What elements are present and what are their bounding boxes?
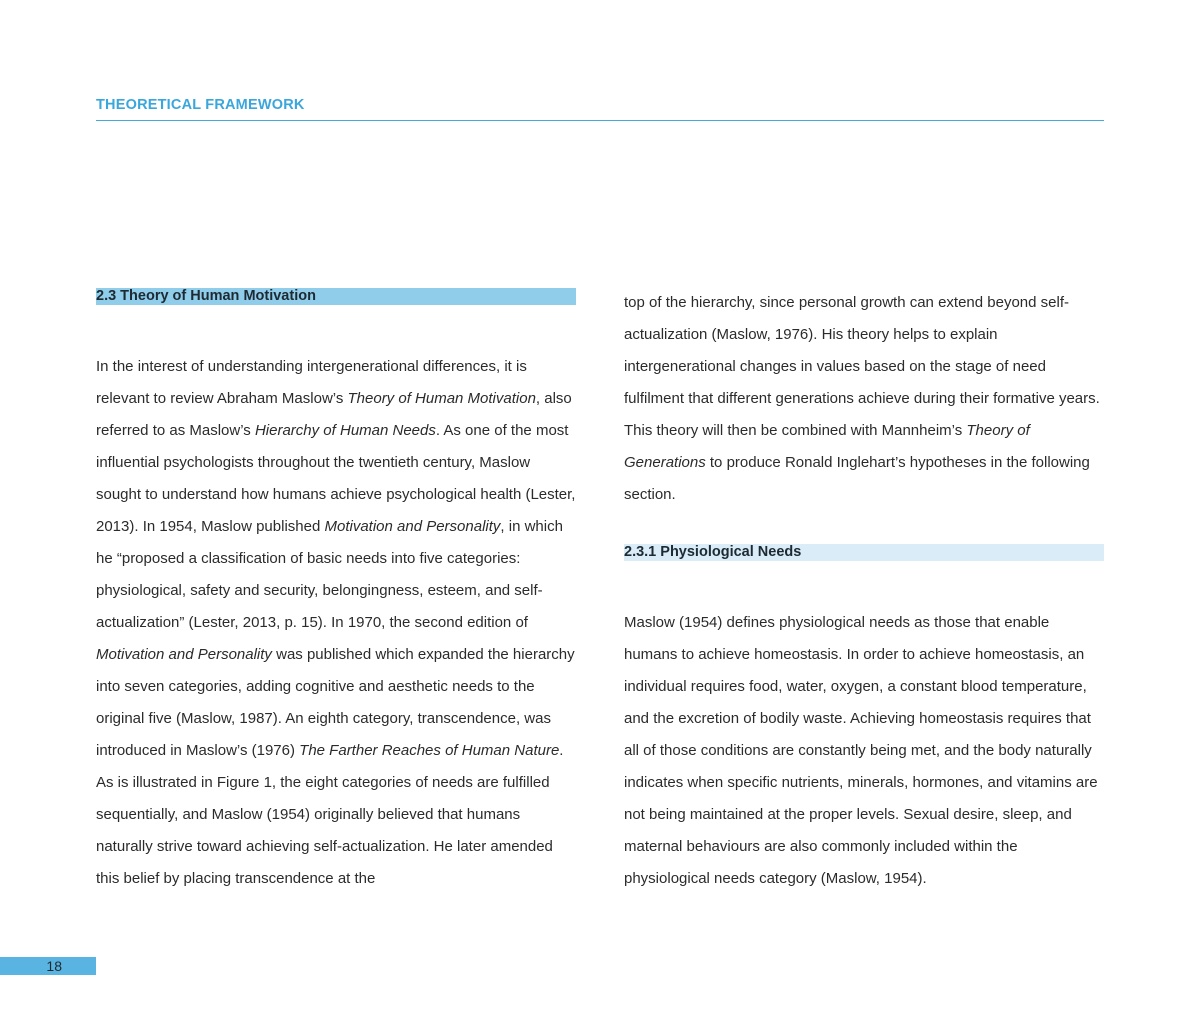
text-run: to produce Ronald Inglehart’s hypotheses in the following section. — [624, 454, 1090, 503]
body-paragraph — [624, 607, 1104, 895]
italic-title: Theory of Human Motivation — [347, 390, 536, 407]
text-run: . As is illustrated in Figure 1, the eight categories of needs are fulfilled sequentially, and Maslow (1954) originally believed that humans naturally strive toward achieving self-actualization. He later amended this belief by placing transcendence at the — [96, 742, 564, 887]
page-number-tab — [0, 957, 96, 975]
italic-title: Hierarchy of Human Needs — [254, 422, 436, 439]
text-run: . As one of the most influential psychologists throughout the twentieth century, Maslow sought to understand how humans achieve psychological health (Lester, 2013). In 1954, Maslow published — [96, 422, 576, 535]
left-column — [96, 287, 576, 895]
italic-title: Motivation and Personality — [324, 518, 501, 535]
body-paragraph — [96, 351, 576, 895]
text-run: , in which he “proposed a classification of basic needs into five categories: physiological, safety and security, belongingness, esteem, and self-actualization” (Lester, 2013, p. 15). In 1970, the second edition of — [96, 518, 563, 631]
running-header — [96, 95, 1104, 121]
subsection-heading: 2.3.1 Physiological Needs — [624, 544, 1104, 561]
page-number: 18 — [46, 958, 62, 974]
italic-title: Motivation and Personality — [96, 646, 272, 663]
text-run: Maslow (1954) defines physiological needs as those that enable humans to achieve homeostasis. In order to achieve homeostasis, an individual requires food, water, oxygen, a constant blood temperature, and the excretion of bodily waste. Achieving homeostasis requires that all of those conditions are constantly being met, and the body naturally indicates when specific nutrients, minerals, hormones, and vitamins are not being maintained at the proper levels. Sexual desire, sleep, and maternal behaviours are also commonly included within the physiological needs category (Maslow, 1954). — [624, 614, 1098, 887]
text-run: was published which expanded the hierarchy into seven categories, adding cognitive and aesthetic needs to the original five (Maslow, 1987). An eighth category, transcendence, was introduced in Maslow’s (1976) — [96, 646, 575, 759]
text-run: , also referred to as Maslow’s — [96, 390, 572, 439]
italic-title: Theory of Generations — [624, 422, 1030, 471]
section-heading: 2.3 Theory of Human Motivation — [96, 288, 576, 305]
text-run: top of the hierarchy, since personal growth can extend beyond self-actualization (Maslow, 1976). His theory helps to explain intergenerational changes in values based on the stage of need fulfilment that different generations achieve during their formative years. This theory will then be combined with Mannheim’s — [624, 294, 1100, 439]
right-column — [624, 287, 1104, 895]
text-run: In the interest of understanding intergenerational differences, it is relevant to review Abraham Maslow’s — [96, 358, 527, 407]
body-paragraph-continued — [624, 287, 1104, 511]
running-header-title: THEORETICAL FRAMEWORK — [96, 97, 305, 113]
italic-title: The Farther Reaches of Human Nature — [299, 742, 560, 759]
